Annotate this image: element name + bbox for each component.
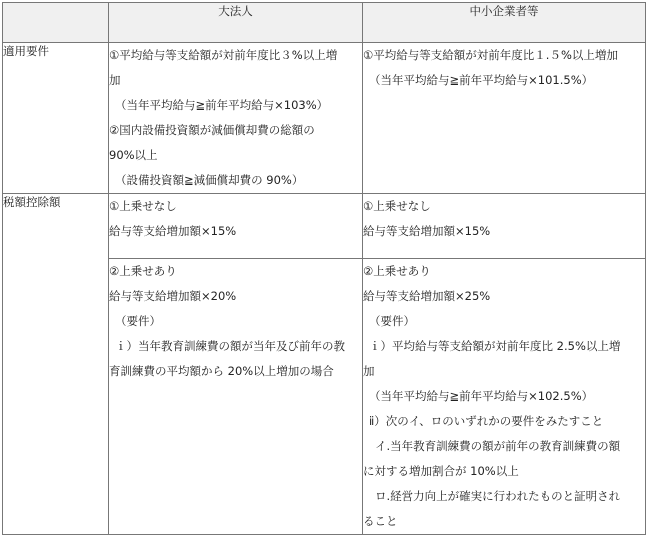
text-line: に対する増加割合が 10%以上 xyxy=(363,464,519,478)
text-line: 90%以上 xyxy=(109,148,158,162)
applicability-sme-cell xyxy=(363,43,646,194)
text-line: （当年平均給与≧前年平均給与×103%） xyxy=(115,98,329,112)
text-line: ②上乗せあり xyxy=(109,264,177,278)
text-line: ⅱ）次のイ、ロのいずれかの要件をみたすこと xyxy=(369,414,604,428)
text-line: ①平均給与等支給額が対前年度比１.５%以上増加 xyxy=(363,48,618,62)
row-label-deduction: 税額控除額 xyxy=(3,194,109,535)
header-sme: 中小企業者等 xyxy=(363,3,646,43)
deduction-row-no-bonus xyxy=(3,194,646,259)
tax-credit-comparison-table xyxy=(2,2,646,535)
text-line: （当年平均給与≧前年平均給与×102.5%） xyxy=(369,389,594,403)
text-line: 給与等支給増加額×20% xyxy=(109,289,237,303)
text-line: （当年平均給与≧前年平均給与×101.5%） xyxy=(369,73,594,87)
header-empty-cell xyxy=(3,3,109,43)
bonus-sme-cell xyxy=(363,259,646,535)
text-line: ①上乗せなし xyxy=(109,199,177,213)
applicability-row xyxy=(3,43,646,194)
applicability-large-cell xyxy=(109,43,363,194)
text-line: 育訓練費の平均額から 20%以上増加の場合 xyxy=(109,364,334,378)
text-line: イ.当年教育訓練費の額が前年の教育訓練費の額 xyxy=(375,439,621,453)
text-line: ること xyxy=(363,514,398,528)
header-large-corp: 大法人 xyxy=(109,3,363,43)
text-line: ｉ）平均給与等支給額が対前年度比 2.5%以上増 xyxy=(369,339,621,353)
text-line: 加 xyxy=(109,73,121,87)
text-line: ロ.経営力向上が確実に行われたものと証明され xyxy=(375,489,621,503)
text-line: （要件） xyxy=(115,314,161,328)
text-line: （要件） xyxy=(369,314,415,328)
text-line: ②国内設備投資額が減価償却費の総額の xyxy=(109,123,315,137)
text-line: 給与等支給増加額×15% xyxy=(363,224,491,238)
text-line: 加 xyxy=(363,364,375,378)
text-line: ①上乗せなし xyxy=(363,199,431,213)
header-row xyxy=(3,3,646,43)
row-label-applicability: 適用要件 xyxy=(3,43,109,194)
text-line: （設備投資額≧減価償却費の 90%） xyxy=(115,173,304,187)
text-line: 給与等支給増加額×15% xyxy=(109,224,237,238)
no-bonus-sme-cell xyxy=(363,194,646,259)
text-line: ｉ）当年教育訓練費の額が当年及び前年の教 xyxy=(115,339,345,353)
bonus-large-cell xyxy=(109,259,363,535)
no-bonus-large-cell xyxy=(109,194,363,259)
text-line: ①平均給与等支給額が対前年度比３%以上増 xyxy=(109,48,338,62)
text-line: ②上乗せあり xyxy=(363,264,431,278)
text-line: 給与等支給増加額×25% xyxy=(363,289,491,303)
